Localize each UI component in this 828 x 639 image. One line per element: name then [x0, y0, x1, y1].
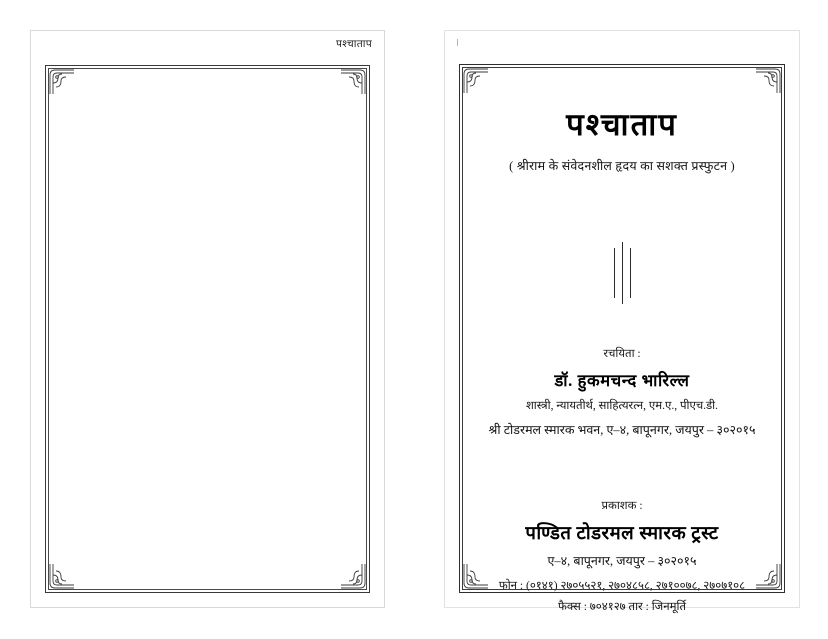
- book-subtitle: ( श्रीराम के संवेदनशील हृदय का सशक्त प्रस्फुटन ): [509, 159, 735, 173]
- ornament-corner-bottom-left-icon: [49, 563, 75, 589]
- right-page-title-page: [444, 30, 800, 613]
- left-page-running-header: पश्चाताप: [336, 39, 372, 50]
- ornament-corner-top-right-icon: [340, 69, 366, 95]
- rule-3: [630, 248, 631, 298]
- ornament-corner-top-left-icon: [49, 69, 75, 95]
- publisher-phone: फोन : (०१४१) २७०५५२१, २७०४८५८, २७१००७८, २७०७१०८: [498, 580, 746, 592]
- author-degrees: शास्त्री, न्यायतीर्थ, साहित्यरत्न, एम.ए., पीएच.डी.: [525, 400, 719, 412]
- rule-1: [614, 248, 615, 298]
- page-edge-tick-mark: [457, 39, 458, 46]
- title-page-content: [472, 79, 772, 613]
- author-label: रचयिता :: [603, 348, 641, 360]
- author-name: डॉ. हुकमचन्द भारिल्ल: [554, 371, 690, 390]
- ornament-corner-bottom-right-icon: [340, 563, 366, 589]
- publisher-name: पण्डित टोडरमल स्मारक ट्रस्ट: [525, 524, 719, 544]
- rule-2: [622, 242, 623, 304]
- left-page-decorative-frame: [45, 65, 370, 593]
- publisher-address: ए–४, बापूनगर, जयपुर – ३०२०१५: [547, 554, 697, 568]
- author-address: श्री टोडरमल स्मारक भवन, ए–४, बापूनगर, जयपुर – ३०२०१५: [488, 423, 756, 437]
- publisher-fax: फैक्स : ७०४१२७ तार : जिनमूर्ति: [557, 601, 687, 613]
- publisher-label: प्रकाशक :: [601, 500, 643, 512]
- left-page: [30, 30, 385, 608]
- right-page-decorative-frame: [459, 64, 785, 613]
- decorative-vertical-rules: [472, 240, 772, 306]
- book-title: पश्चाताप: [566, 107, 678, 142]
